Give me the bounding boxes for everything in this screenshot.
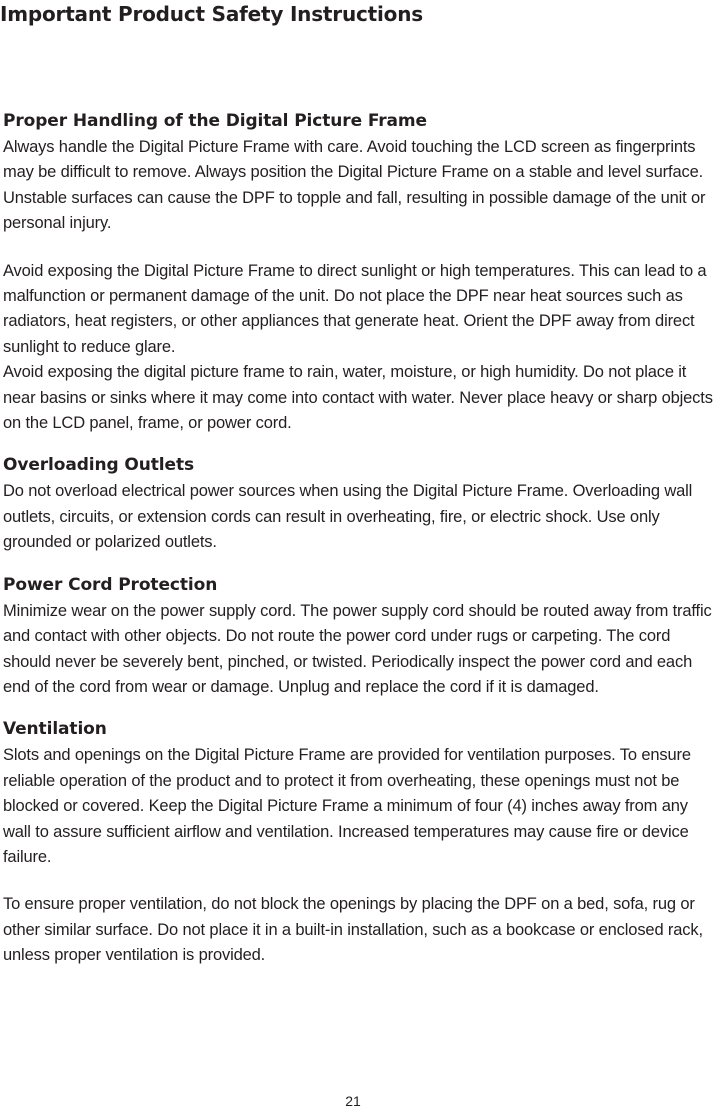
section-power-cord-protection — [3, 572, 719, 701]
section-heading: Proper Handling of the Digital Picture Frame — [3, 111, 427, 131]
section-heading: Power Cord Protection — [3, 574, 218, 595]
page-number: 21 — [345, 1093, 361, 1109]
paragraph: Slots and openings on the Digital Picture Frame are provided for ventilation purposes. To ensure reliable operation of the product and to protect it from overheating, these openings must not be blocked or covered. Keep the Digital Picture Frame a minimum of four (4) inches away from any wall to assure sufficient airflow and ventilation. Increased temperatures may cause fire or device failure. — [3, 746, 691, 866]
paragraph: To ensure proper ventilation, do not block the openings by placing the DPF on a bed, sofa, rug or other similar surface. Do not place it in a built-in installation, such as a bookcase or enclosed rack, unless proper ventilation is provided. — [3, 895, 703, 965]
section-heading: Ventilation — [3, 719, 107, 740]
section-ventilation — [3, 716, 719, 968]
paragraph: Always handle the Digital Picture Frame with care. Avoid touching the LCD screen as fingerprints may be difficult to remove. Always position the Digital Picture Frame on a stable and level surface. Unstable surfaces can cause the DPF to topple and fall, resulting in possible damage of the unit or personal injury. — [3, 138, 706, 233]
paragraph: Avoid exposing the Digital Picture Frame to direct sunlight or high temperatures. This can lead to a malfunction or permanent damage of the unit. Do not place the DPF near heat sources such as radiators, heat registers, or other appliances that generate heat. Orient the DPF away from direct sunlight to reduce glare. — [3, 261, 707, 356]
safety-instructions-content — [3, 108, 719, 985]
page-title: Important Product Safety Instructions — [0, 2, 423, 26]
section-proper-handling — [3, 108, 719, 436]
paragraph: Minimize wear on the power supply cord. The power supply cord should be routed away from traffic and contact with other objects. Do not route the power cord under rugs or carpeting. The cord should never be severely bent, pinched, or twisted. Periodically inspect the power cord and each end of the cord from wear or damage. Unplug and replace the cord if it is damaged. — [3, 601, 712, 696]
paragraph: Avoid exposing the digital picture frame to rain, water, moisture, or high humidity. Do not place it near basins or sinks where it may come into contact with water. Never place heavy or sharp objects on the LCD panel, frame, or power cord. — [3, 363, 713, 433]
paragraph: Do not overload electrical power sources when using the Digital Picture Frame. Overloading wall outlets, circuits, or extension cords can result in overheating, fire, or electric shock. Use only grounded or polarized outlets. — [3, 482, 693, 552]
section-overloading-outlets — [3, 452, 719, 555]
section-heading: Overloading Outlets — [3, 455, 194, 476]
